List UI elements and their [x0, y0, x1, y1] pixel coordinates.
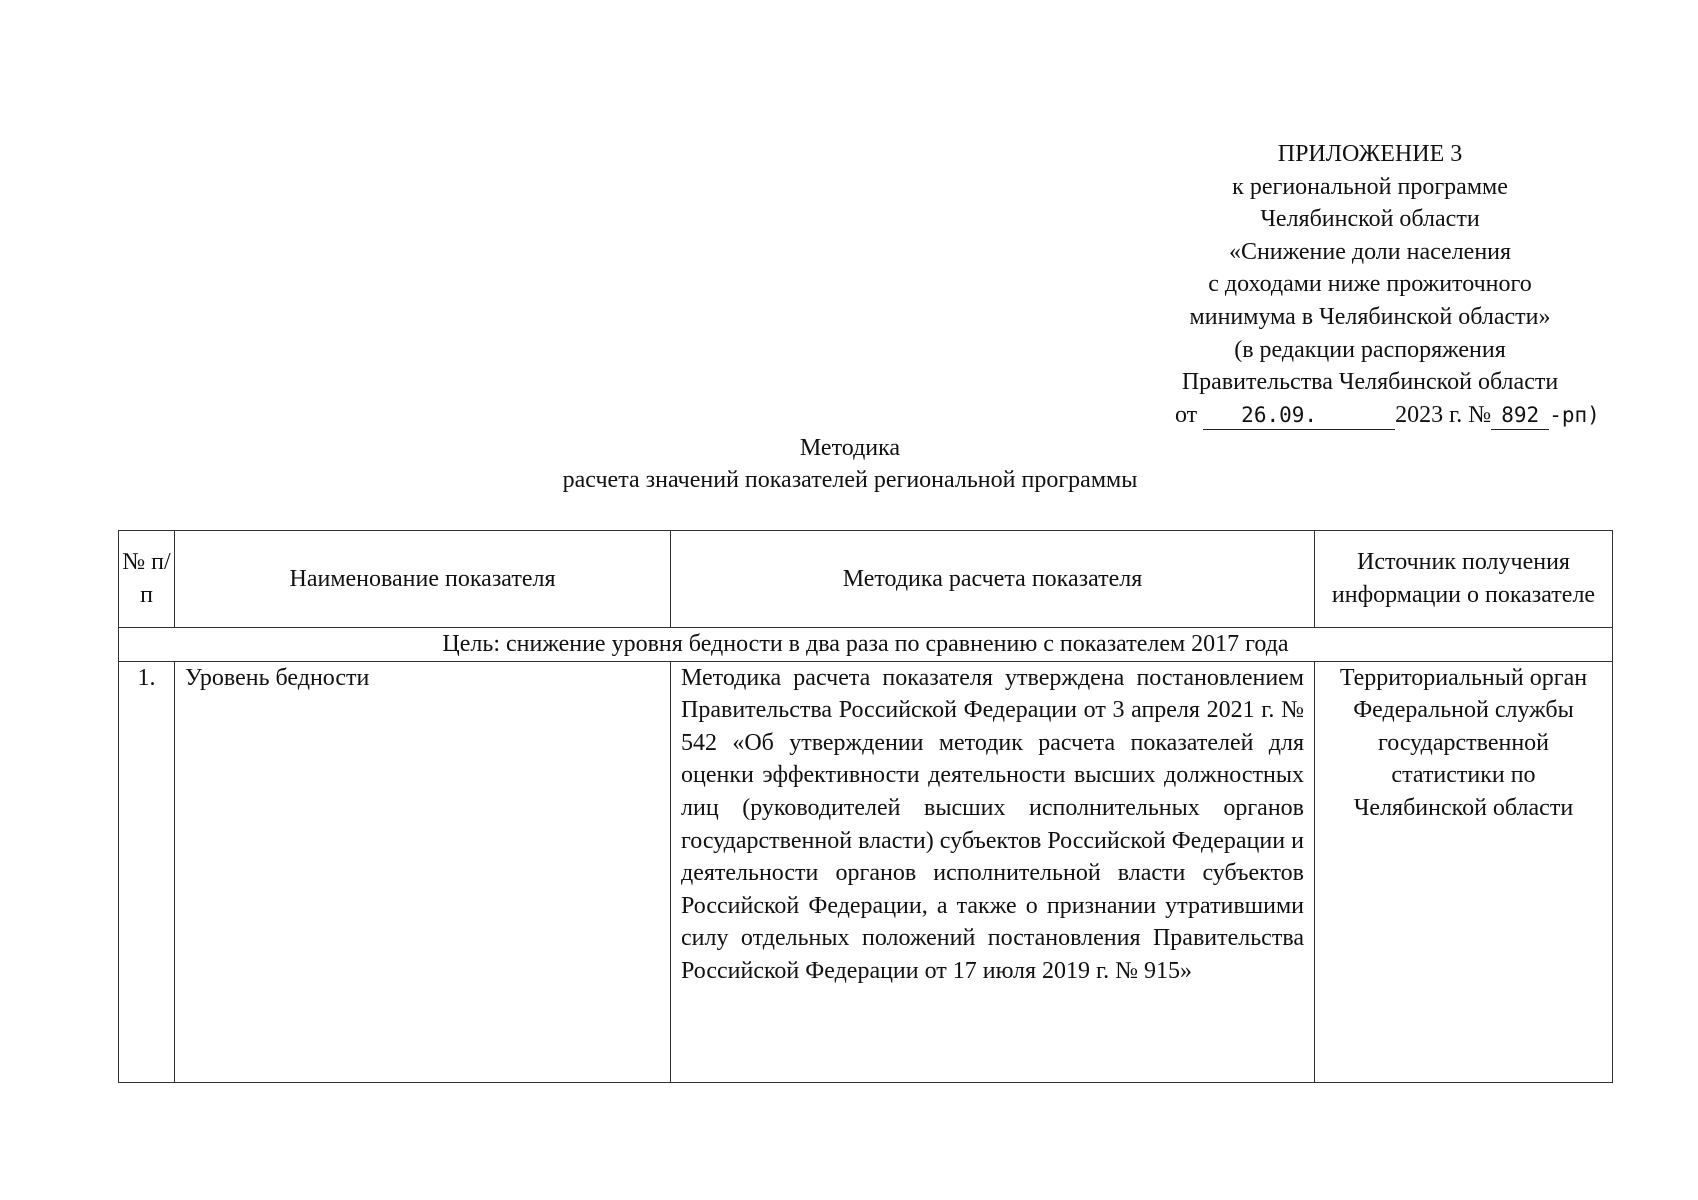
appendix-reference-line	[1100, 399, 1640, 432]
header-num: № п/п	[119, 531, 175, 628]
header-method: Методика расчета показателя	[671, 531, 1315, 628]
header-source: Источник получения информации о показателе	[1315, 531, 1613, 628]
appendix-line: с доходами ниже прожиточного	[1208, 271, 1532, 298]
ref-number: 892	[1491, 401, 1549, 430]
ref-year: 2023 г. №	[1395, 401, 1492, 428]
document-title	[320, 432, 1380, 496]
row-num: 1.	[119, 661, 175, 1082]
goal-text: Цель: снижение уровня бедности в два раза по сравнению с показателем 2017 года	[119, 628, 1613, 662]
appendix-line: (в редакции распоряжения	[1234, 336, 1506, 363]
ref-suffix: -рп)	[1549, 402, 1600, 427]
document-title-line1: Методика	[799, 435, 901, 461]
methodology-table	[118, 530, 1613, 1083]
row-method: Методика расчета показателя утверждена постановлением Правительства Российской Федерации от 3 апреля 2021 г. № 542 «Об утверждении методик расчета показателей для оценки эффективности деятельности высших должностных лиц (руководителей высших исполнительных органов государственной власти) субъектов Российской Федерации и деятельности органов исполнительной власти субъектов Российской Федерации, а также о признании утратившими силу отдельных положений постановления Правительства Российской Федерации от 17 июля 2019 г. № 915»	[671, 661, 1315, 1082]
document-title-line2: расчета значений показателей региональной программы	[562, 467, 1138, 493]
appendix-line: Правительства Челябинской области	[1181, 369, 1559, 396]
appendix-line: Челябинской области	[1260, 206, 1480, 233]
header-name: Наименование показателя	[175, 531, 671, 628]
appendix-line: к региональной программе	[1232, 173, 1508, 200]
appendix-line: минимума в Челябинской области»	[1189, 303, 1551, 330]
goal-row	[119, 628, 1613, 662]
table-header-row	[119, 531, 1613, 628]
row-source: Территориальный орган Федеральной службы государственной статистики по Челябинской области	[1315, 661, 1613, 1082]
row-indicator-name: Уровень бедности	[175, 661, 671, 1082]
appendix-header	[1100, 138, 1640, 431]
ref-date: 26.09.	[1203, 401, 1395, 430]
appendix-title: ПРИЛОЖЕНИЕ 3	[1277, 141, 1463, 167]
table-row	[119, 661, 1613, 1082]
appendix-line: «Снижение доли населения	[1228, 238, 1512, 265]
ref-prefix: от	[1175, 401, 1198, 428]
